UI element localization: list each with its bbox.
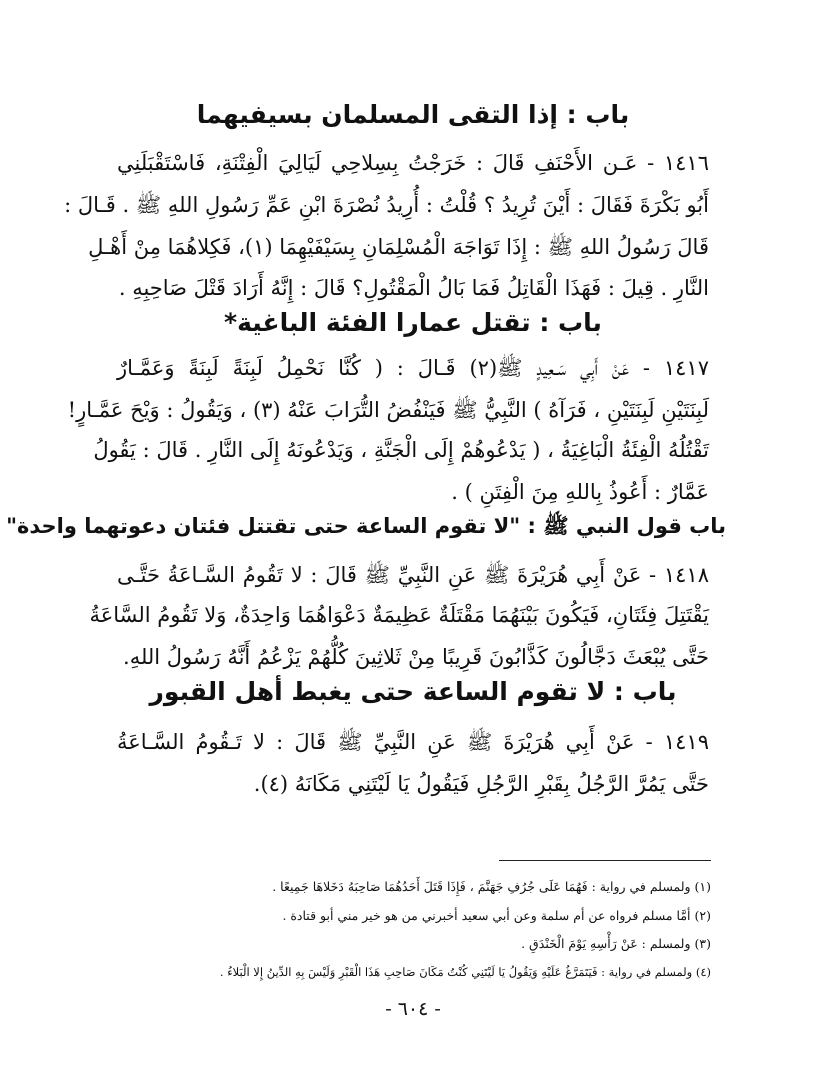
hadith-line: ١٤١٩ - عَنْ أَبِي هُرَيْرَةَ ﷺ عَنِ النَّبِيِّ ﷺ قَالَ : لا تَـقُومُ السَّـاعَةُ (117, 730, 709, 754)
footnote: (١) ولمسلم في رواية : فَهُمَا عَلَى جُرُفِ جَهَنَّمَ ، فَإِذَا قَتَلَ أَحَدُهُمَا صَاحِبَهُ دَخَلاهَا جَمِيعًا . (272, 879, 711, 894)
hadith-line: تَقْتُلُهُ الْفِئَةُ الْبَاغِيَةُ ، ( يَدْعُوهُمْ إِلَى الْجَنَّةِ ، وَيَدْعُونَهُ إِلَى النَّارِ . قَالَ : يَقُولُ (93, 438, 709, 462)
hadith-line: ١٤١٧ - عَنْ أَبِي سَـعِيدٍ ﷺ(٢) قَـالَ : ( كُنَّا نَحْمِلُ لَبِنَةً لَبِنَةً وَعَمَّـارٌ (117, 356, 709, 380)
hadith-line: النَّارِ . قِيلَ : فَهَذَا الْقَاتِلُ فَمَا بَالُ الْمَقْتُولِ؟ قَالَ : إِنَّهُ أَرَادَ قَتْلَ صَاحِبِهِ . (118, 276, 709, 300)
page-number: - ٦٠٤ - (385, 998, 441, 1020)
hadith-line: يَقْتَتِلَ فِئَتَانِ، فَيَكُونَ بَيْنَهُمَا مَقْتَلَةٌ عَظِيمَةٌ دَعْوَاهُمَا وَاحِدَةٌ، وَلا تَقُومُ السَّاعَةُ (89, 603, 709, 627)
hadith-line: لَبِنَتَيْنِ لَبِنَتَيْنِ ، فَرَآهُ ) النَّبِيُّ ﷺ فَيَنْفُضُ التُّرَابَ عَنْهُ (٣) ، وَيَقُولُ : وَيْحَ عَمَّـارٍ! (67, 398, 709, 422)
hadith-line: أَبُو بَكْرَةَ فَقَالَ : أَيْنَ تُرِيدُ ؟ قُلْتُ : أُرِيدُ نُصْرَةَ ابْنِ عَمِّ رَسُولِ اللهِ ﷺ . قَـالَ : (64, 193, 709, 217)
hadith-line: قَالَ رَسُولُ اللهِ ﷺ : إِذَا تَوَاجَهَ الْمُسْلِمَانِ بِسَيْفَيْهِمَا (١)، فَكِلاهُمَا مِنْ أَهْـلِ (88, 235, 709, 259)
hadith-line: حَتَّى يَمُرَّ الرَّجُلُ بِقَبْرِ الرَّجُلِ فَيَقُولُ يَا لَيْتَنِي مَكَانَهُ (٤). (253, 772, 709, 796)
chapter-heading: باب قول النبي ﷺ : "لا تقوم الساعة حتى تقتتل فئتان دعوتهما واحدة" (6, 514, 726, 538)
chapter-heading: باب : تقتل عمارا الفئة الباغية* (224, 308, 602, 337)
footnote: (٤) ولمسلم في رواية : فَيَتَمَرَّغُ عَلَيْهِ وَيَقُولُ يَا لَيْتَنِي كُنْتُ مَكَانَ صَاحِبِ هَذَا الْقَبْرِ وَلَيْسَ بِهِ الدِّينُ إِلا الْبَلاءُ . (219, 965, 711, 979)
hadith-line: عَمَّارٌ : أَعُوذُ بِاللهِ مِنَ الْفِتَنِ ) . (451, 480, 709, 504)
chapter-heading: باب : إذا التقى المسلمان بسيفيهما (196, 100, 630, 129)
chapter-heading: باب : لا تقوم الساعة حتى يغبط أهل القبور (149, 677, 677, 706)
footnote: (٣) ولمسلم : عَنْ رَأْسِهِ يَوْمَ الْخَنْدَقِ . (521, 936, 711, 951)
footnote: (٢) أمَّا مسلم فرواه عن أم سلمة وعن أبي سعيد أخبرني من هو خير مني أبو قتادة . (282, 908, 711, 923)
hadith-line: ١٤١٨ - عَنْ أَبِي هُرَيْرَةَ ﷺ عَنِ النَّبِيِّ ﷺ قَالَ : لا تَقُومُ السَّـاعَةُ حَتَّـى (117, 563, 709, 587)
hadith-line: ١٤١٦ - عَـن الأَحْنَفِ قَالَ : خَرَجْتُ بِسِلاحِي لَيَالِيَ الْفِتْنَةِ، فَاسْتَقْبَلَنِي (117, 151, 709, 175)
hadith-line: حَتَّى يُبْعَثَ دَجَّالُونَ كَذَّابُونَ قَرِيبًا مِنْ ثَلاثِينَ كُلُّهُمْ يَزْعُمُ أَنَّهُ رَسُولُ اللهِ. (123, 645, 709, 669)
footnote-separator (499, 860, 711, 861)
